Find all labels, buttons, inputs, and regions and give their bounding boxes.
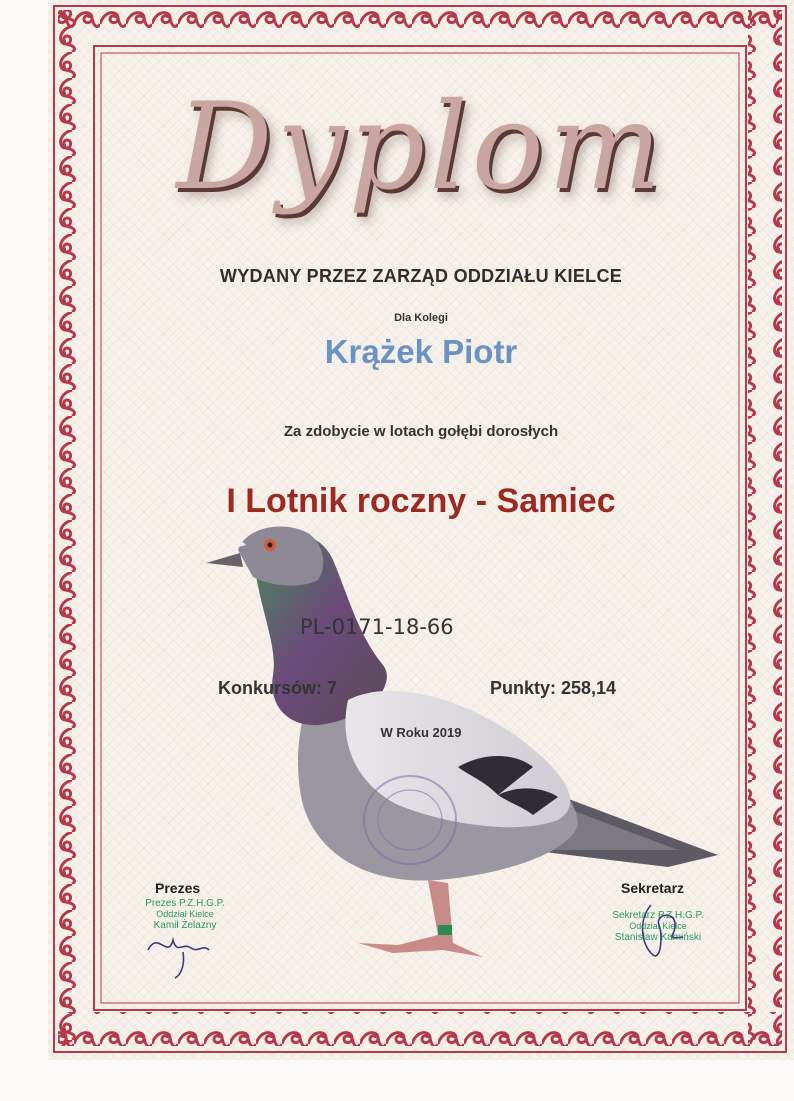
- president-title: Prezes: [155, 880, 201, 896]
- president-stamp-name: Kamil Żelazny: [153, 920, 217, 931]
- round-stamp-icon: [360, 770, 484, 870]
- recipient-name: Krążek Piotr: [324, 333, 518, 370]
- for-label: Dla Kolegi: [394, 312, 448, 324]
- secretary-stamp-name: Stanisław Kamiński: [614, 932, 702, 943]
- contests-count: Konkursów: 7: [218, 678, 338, 698]
- award-year: W Roku 2019: [380, 725, 462, 740]
- points-value: Punkty: 258,14: [490, 678, 617, 698]
- secretary-stamp-line1: Sekretarz P.Z.H.G.P.: [612, 910, 704, 921]
- diploma-title: Dyplom: [176, 78, 666, 217]
- issued-by: WYDANY PRZEZ ZARZĄD ODDZIAŁU KIELCE: [219, 266, 623, 286]
- secretary-title: Sekretarz: [621, 880, 685, 896]
- president-signature: [143, 920, 213, 980]
- award-reason: Za zdobycie w lotach gołębi dorosłych: [283, 423, 559, 440]
- diploma-sheet: [48, 0, 794, 1060]
- secretary-signature: [633, 895, 693, 965]
- president-stamp-line1: Prezes P.Z.H.G.P.: [145, 898, 225, 909]
- ring-number: PL-0171-18-66: [300, 615, 454, 639]
- president-stamp-line2: Oddział Kielce: [156, 909, 214, 919]
- secretary-stamp-line2: Oddział Kielce: [629, 921, 687, 931]
- award-title: I Lotnik roczny - Samiec: [226, 482, 616, 520]
